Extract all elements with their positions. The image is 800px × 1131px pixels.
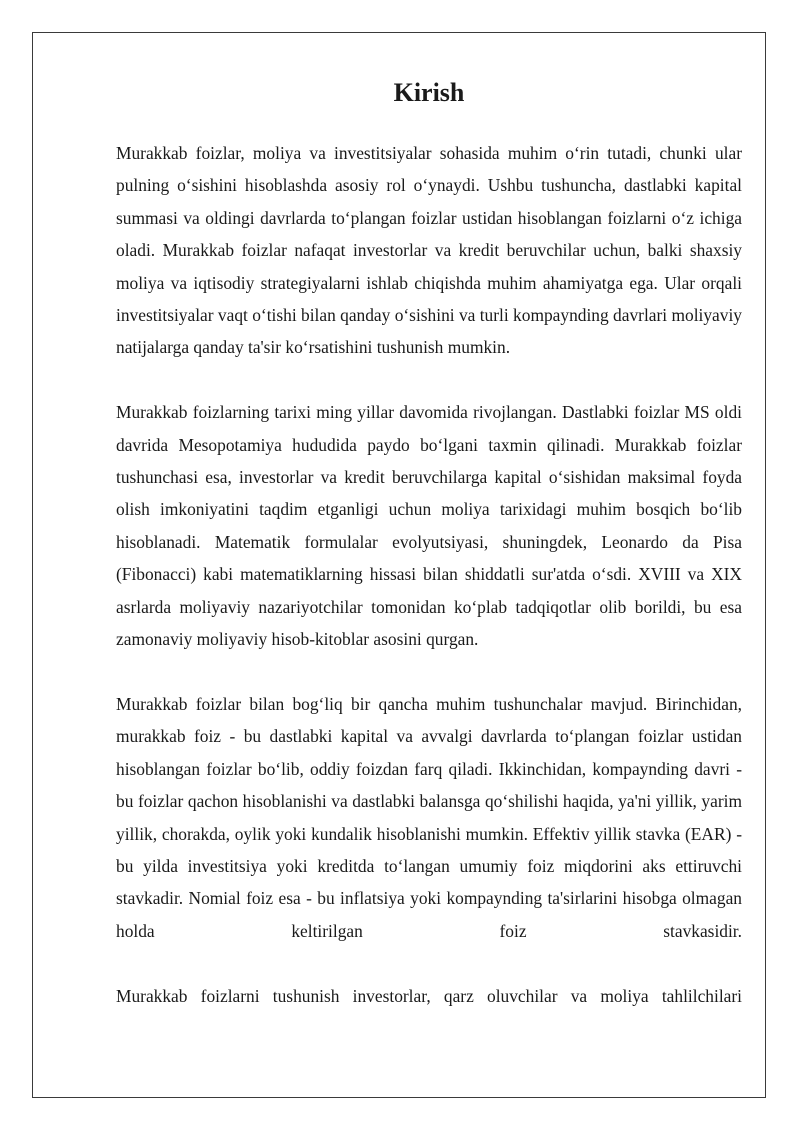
- paragraph-history: Murakkab foizlarning tarixi ming yillar davomida rivojlangan. Dastlabki foizlar MS oldi davrida Mesopotamiya hududida paydo bo‘lgani taxmin qilinadi. Murakkab foizlar tushunchasi esa, investorlar va kredit beruvchilarga kapital o‘sishidan maksimal foyda olish imkoniyatini taqdim etganligi uchun moliya tarixidagi muhim bosqich bo‘lib hisoblanadi. Matematik formulalar evolyutsiyasi, shuningdek, Leonardo da Pisa (Fibonacci) kabi matematiklarning hissasi bilan shiddatli sur'atda o‘sdi. XVIII va XIX asrlarda moliyaviy nazariyotchilar tomonidan ko‘plab tadqiqotlar olib borildi, bu esa zamonaviy moliyaviy hisob-kitoblar asosini qurgan.: [116, 402, 742, 650]
- paragraph-intro: Murakkab foizlar, moliya va investitsiyalar sohasida muhim o‘rin tutadi, chunki ular pulning o‘sishini hisoblashda asosiy rol o‘ynaydi. Ushbu tushuncha, dastlabki kapital summasi va oldingi davrlarda to‘plangan foizlar ustidan hisoblangan foizlarni o‘z ichiga oladi. Murakkab foizlar nafaqat investorlar va kredit beruvchilar uchun, balki shaxsiy moliya va iqtisodiy strategiyalarni ishlab chiqishda muhim ahamiyatga ega. Ular orqali investitsiyalar vaqt o‘tishi bilan qanday o‘sishini va turli kompaynding davrlari moliyaviy natijalarga qanday ta'sir ko‘rsatishini tushunish mumkin.: [116, 143, 742, 358]
- paragraph-concepts: Murakkab foizlar bilan bog‘liq bir qancha muhim tushunchalar mavjud. Birinchidan, murakkab foiz - bu dastlabki kapital va avvalgi davrlarda to‘plangan foizlar ustidan hisoblangan foizlar bo‘lib, oddiy foizdan farq qiladi. Ikkinchidan, kompaynding davri - bu foizlar qachon hisoblanishi va dastlabki balansga qo‘shilishi haqida, ya'ni yillik, yarim yillik, chorakda, oylik yoki kundalik hisoblanishi mumkin. Effektiv yillik stavka (EAR) - bu yilda investitsiya yoki kreditda to‘langan umumiy foiz miqdorini aks ettiruvchi stavkadir. Nomial foiz esa - bu inflatsiya yoki kompaynding ta'sirlarini hisobga olmagan holda keltirilgan foiz stavkasidir.: [116, 693, 742, 941]
- document-title: Kirish: [393, 78, 465, 107]
- document-body: [116, 73, 742, 1044]
- page-frame: [32, 32, 766, 1098]
- paragraph-continued: Murakkab foizlarni tushunish investorlar, qarz oluvchilar va moliya tahlilchilari: [116, 985, 742, 1006]
